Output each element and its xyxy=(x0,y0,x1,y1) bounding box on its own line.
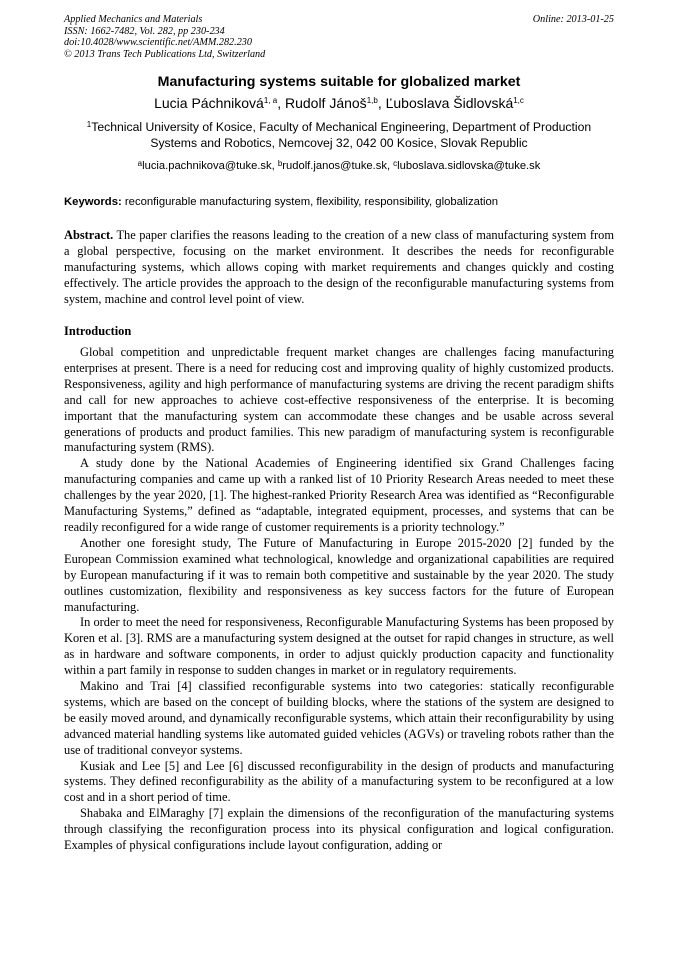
affiliation-text: Technical University of Kosice, Faculty of Mechanical Engineering, Department of Production Systems and Robotics, Nemcovej 32, 042 00 Kosice, Slovak Republic xyxy=(91,120,592,150)
paper-title: Manufacturing systems suitable for globalized market xyxy=(157,74,521,90)
running-header xyxy=(64,14,614,60)
paragraph: A study done by the National Academies of Engineering identified six Grand Challenges facing manufacturing companies and came up with a ranked list of 10 Priority Research Areas needed to meet these challenges by the year 2020, [1]. The highest-ranked Priority Research Area was identified as “Reconfigurable Manufacturing Systems,” defined as “adaptable, integrated equipment, processes, and systems that can be readily reconfigured for a wide range of customer requirements is a priority technology.” xyxy=(64,456,614,534)
author-name: Ľuboslava Šidlovská xyxy=(385,95,514,111)
author-list: Lucia Páchniková$^{1, a}$, Rudolf Jánoš$^{1,b}$, Ľuboslava Šidlovská$^{1,c}$ xyxy=(154,95,524,111)
copyright-line: © 2013 Trans Tech Publications Ltd, Switzerland xyxy=(64,48,266,60)
email-mark: c xyxy=(393,159,398,168)
paragraph: Global competition and unpredictable frequent market changes are challenges facing manufacturing enterprises at present. There is a need for reducing cost and improving quality of highly customized products. Responsiveness, agility and high performance of manufacturing systems are driving the recent paradigm shifts and call for new approaches to achieve cost-effective responsiveness of the enterprise. It is becoming important that the manufacturing system can accommodate these changes and be usable across several generations of products and product families. This new paradigm of manufacturing system is reconfigurable manufacturing system (RMS). xyxy=(64,345,614,455)
paragraph: Another one foresight study, The Future of Manufacturing in Europe 2015-2020 [2] funded by the European Commission examined what technological, knowledge and organizational capabilities are required by European manufacturing if it was to remain both competitive and sustainable by the year 2020. The study outlines customization, flexibility and responsiveness as key success factors for the future of European manufacturing. xyxy=(64,535,614,614)
email-mark: a xyxy=(137,159,143,168)
paragraph: Makino and Trai [4] classified reconfigurable systems into two categories: statically reconfigurable systems, which are based on the concept of building blocks, where the stations of the system are designed to be easily moved around, and dynamically reconfigurable systems, which attain their reconfigurability by using advanced material handling systems like automated guided vehicles (AGVs) or traveling robots rather than the use of traditional conveyor systems. xyxy=(64,679,614,757)
email-mark: b xyxy=(277,159,283,168)
introduction-body xyxy=(64,345,614,854)
abstract-label: Abstract. xyxy=(64,228,114,242)
author-affiliation-mark: 1,c xyxy=(513,96,524,105)
paper-page xyxy=(64,14,614,854)
abstract-text: The paper clarifies the reasons leading to the creation of a new class of manufacturing system from a global perspective, focusing on the market environment. It describes the needs for reconfigurable manufacturing systems, which allows coping with market requirements and changes quickly and costing effectively. The article provides the approach to the design of the reconfigurable manufacturing systems from system, machine and control level point of view. xyxy=(64,228,615,306)
keywords xyxy=(64,195,614,209)
section-heading: Introduction xyxy=(64,324,132,338)
keywords-label: Keywords: xyxy=(64,196,122,208)
issn-line: ISSN: 1662-7482, Vol. 282, pp 230-234 xyxy=(64,25,225,37)
abstract xyxy=(64,227,614,307)
doi-line: doi:10.4028/www.scientific.net/AMM.282.230 xyxy=(64,37,252,48)
journal-name: Applied Mechanics and Materials xyxy=(64,14,203,25)
email-address: rudolf.janos@tuke.sk xyxy=(282,160,387,172)
paragraph: Shabaka and ElMaraghy [7] explain the dimensions of the reconfiguration of the manufacturing systems through classifying the reconfiguration process into its physical configuration and logical configuration. Examples of physical configurations include layout configuration, adding or xyxy=(64,806,614,853)
affiliation-mark: 1 xyxy=(86,120,92,129)
keywords-text: reconfigurable manufacturing system, flexibility, responsibility, globalization xyxy=(124,196,499,208)
affiliation xyxy=(64,119,614,151)
online-date: Online: 2013-01-25 xyxy=(532,14,614,25)
author-affiliation-mark: 1, a xyxy=(263,96,278,105)
author-name: Lucia Páchniková xyxy=(154,95,264,111)
email-list: $^a$lucia.pachnikova@tuke.sk, $^b$rudolf.janos@tuke.sk, $^c$luboslava.sidlovska@tuke.sk xyxy=(137,159,541,172)
author-name: Rudolf Jánoš xyxy=(284,95,367,111)
email-address: lucia.pachnikova@tuke.sk xyxy=(142,160,272,172)
email-address: luboslava.sidlovska@tuke.sk xyxy=(397,160,541,172)
author-affiliation-mark: 1,b xyxy=(366,96,378,105)
paragraph: Kusiak and Lee [5] and Lee [6] discussed reconfigurability in the design of products and manufacturing systems. They defined reconfigurability as the ability of a manufacturing system to be reconfigured at a low cost and in a short period of time. xyxy=(64,758,614,805)
paragraph: In order to meet the need for responsiveness, Reconfigurable Manufacturing Systems has been proposed by Koren et al. [3]. RMS are a manufacturing system designed at the outset for rapid changes in structure, as well as in hardware and software components, in order to adjust quickly production capacity and functionality within a part family in response to sudden changes in market or in regulatory requirements. xyxy=(64,615,614,678)
